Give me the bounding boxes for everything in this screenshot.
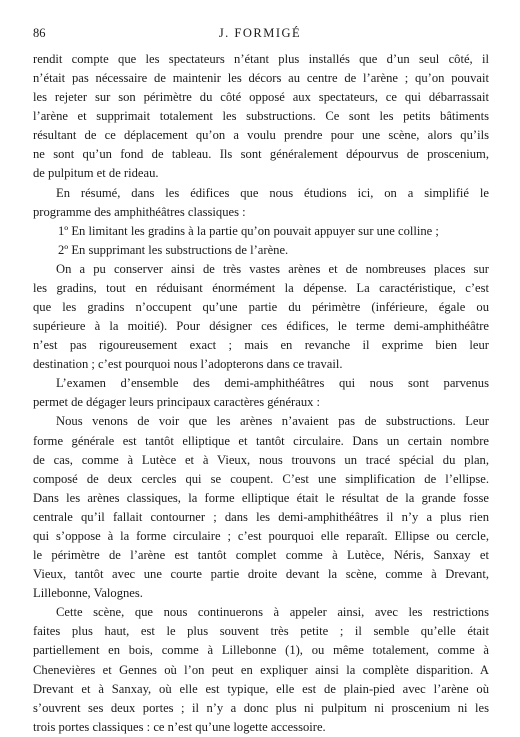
text-line: faites plus haut, est le plus souvent très petite ; il semble qu’elle était: [33, 624, 489, 639]
text-line: n’est pas rigoureusement exact ; mais en revanche il exprime bien leur: [33, 338, 489, 353]
text-line: composé de deux cercles qui se coupent. C’est une simplification de l’ellipse.: [33, 471, 489, 486]
text-line: 1º En limitant les gradins à la partie qu’on pouvait appuyer sur une colline ;: [58, 223, 439, 238]
text-line: Vieux, tantôt avec une courte partie droite devant la scène, comme à Drevant,: [33, 567, 489, 582]
text-line: supérieure à la moitié). Pour désigner ces édifices, le terme demi-amphithéâtre: [33, 319, 489, 334]
text-line: programme des amphithéâtres classiques :: [33, 204, 246, 219]
text-line: n’était pas nécessaire de maintenir les décors au centre de l’arène ; qu’on pouvait: [33, 71, 489, 86]
page-number: 86: [33, 26, 46, 40]
text-line: les rejeter sur son périmètre du côté opposé aux spectateurs, ce qui débarrassait: [33, 90, 489, 105]
text-line: destination ; c’est pourquoi nous l’adopterons dans ce travail.: [33, 357, 343, 372]
body-text: [33, 50, 489, 737]
text-line: le périmètre de l’arène est tantôt complet comme à Lutèce, Néris, Sanxay et: [33, 548, 489, 563]
text-line: forme générale est tantôt elliptique et tantôt circulaire. Dans un certain nombre: [33, 433, 489, 448]
text-line: résultant de ce déplacement qu’on a voulu prendre pour une scène, alors qu’ils: [33, 128, 489, 143]
page-header: [33, 26, 487, 42]
text-line: l’arène et supprimait totalement les substructions. Ce sont les petits bâtiments: [33, 109, 489, 124]
text-line: les gradins, tout en réduisant énormément la dépense. La caractéristique, c’est: [33, 280, 489, 295]
text-line: qui s’oppose à la forme circulaire ; c’est pourquoi elle reparaît. Ellipse ou cercle,: [33, 528, 489, 543]
text-line: On a pu conserver ainsi de très vastes arènes et de nombreuses places sur: [56, 261, 489, 276]
text-line: s’ouvrent ses deux portes ; il n’y a donc plus ni pulpitum ni proscenium ni les: [33, 700, 489, 715]
text-line: trois portes classiques : ce n’est qu’une logette accessoire.: [33, 719, 326, 734]
running-title: J. FORMIGÉ: [218, 26, 302, 40]
text-line: L’examen d’ensemble des demi-amphithéâtres qui nous sont parvenus: [56, 376, 489, 391]
text-line: Nous venons de voir que les arènes n’avaient pas de substructions. Leur: [56, 414, 489, 429]
text-line: partiellement en bois, comme à Lillebonne (1), ou même totalement, comme à: [33, 643, 489, 658]
text-line: En résumé, dans les édifices que nous étudions ici, on a simplifié le: [56, 185, 489, 200]
text-line: Drevant et à Sanxay, où elle est typique, elle est de plain-pied avec l’arène où: [33, 681, 489, 696]
text-line: Lillebonne, Valognes.: [33, 586, 143, 601]
text-line: ne sont qu’un fond de tableau. Ils sont généralement dépourvus de proscenium,: [33, 147, 489, 162]
text-line: Chenevières et Gennes où l’on peut en expliquer ainsi la complète disparition. A: [33, 662, 489, 677]
text-line: rendit compte que les spectateurs n’étant plus installés que d’un seul côté, il: [33, 52, 489, 66]
text-line: Dans les arènes classiques, la forme elliptique était le résultat de la grande fosse: [33, 490, 489, 505]
text-line: de pulpitum et de rideau.: [33, 166, 159, 181]
text-line: centrale qu’il fallait contourner ; dans les demi-amphithéâtres il n’y a plus rien: [33, 509, 489, 524]
text-line: permet de dégager leurs principaux caractères généraux :: [33, 395, 321, 410]
text-line: de cas, comme à Lutèce et à Vieux, nous trouvons un tracé spécial du plan,: [33, 452, 489, 467]
text-line: que les gradins n’occupent qu’une partie du périmètre (inférieure, égale ou: [33, 300, 489, 315]
text-line: 2º En supprimant les substructions de l’arène.: [58, 242, 289, 257]
text-line: Cette scène, que nous continuerons à appeler ainsi, avec les restrictions: [56, 605, 489, 620]
